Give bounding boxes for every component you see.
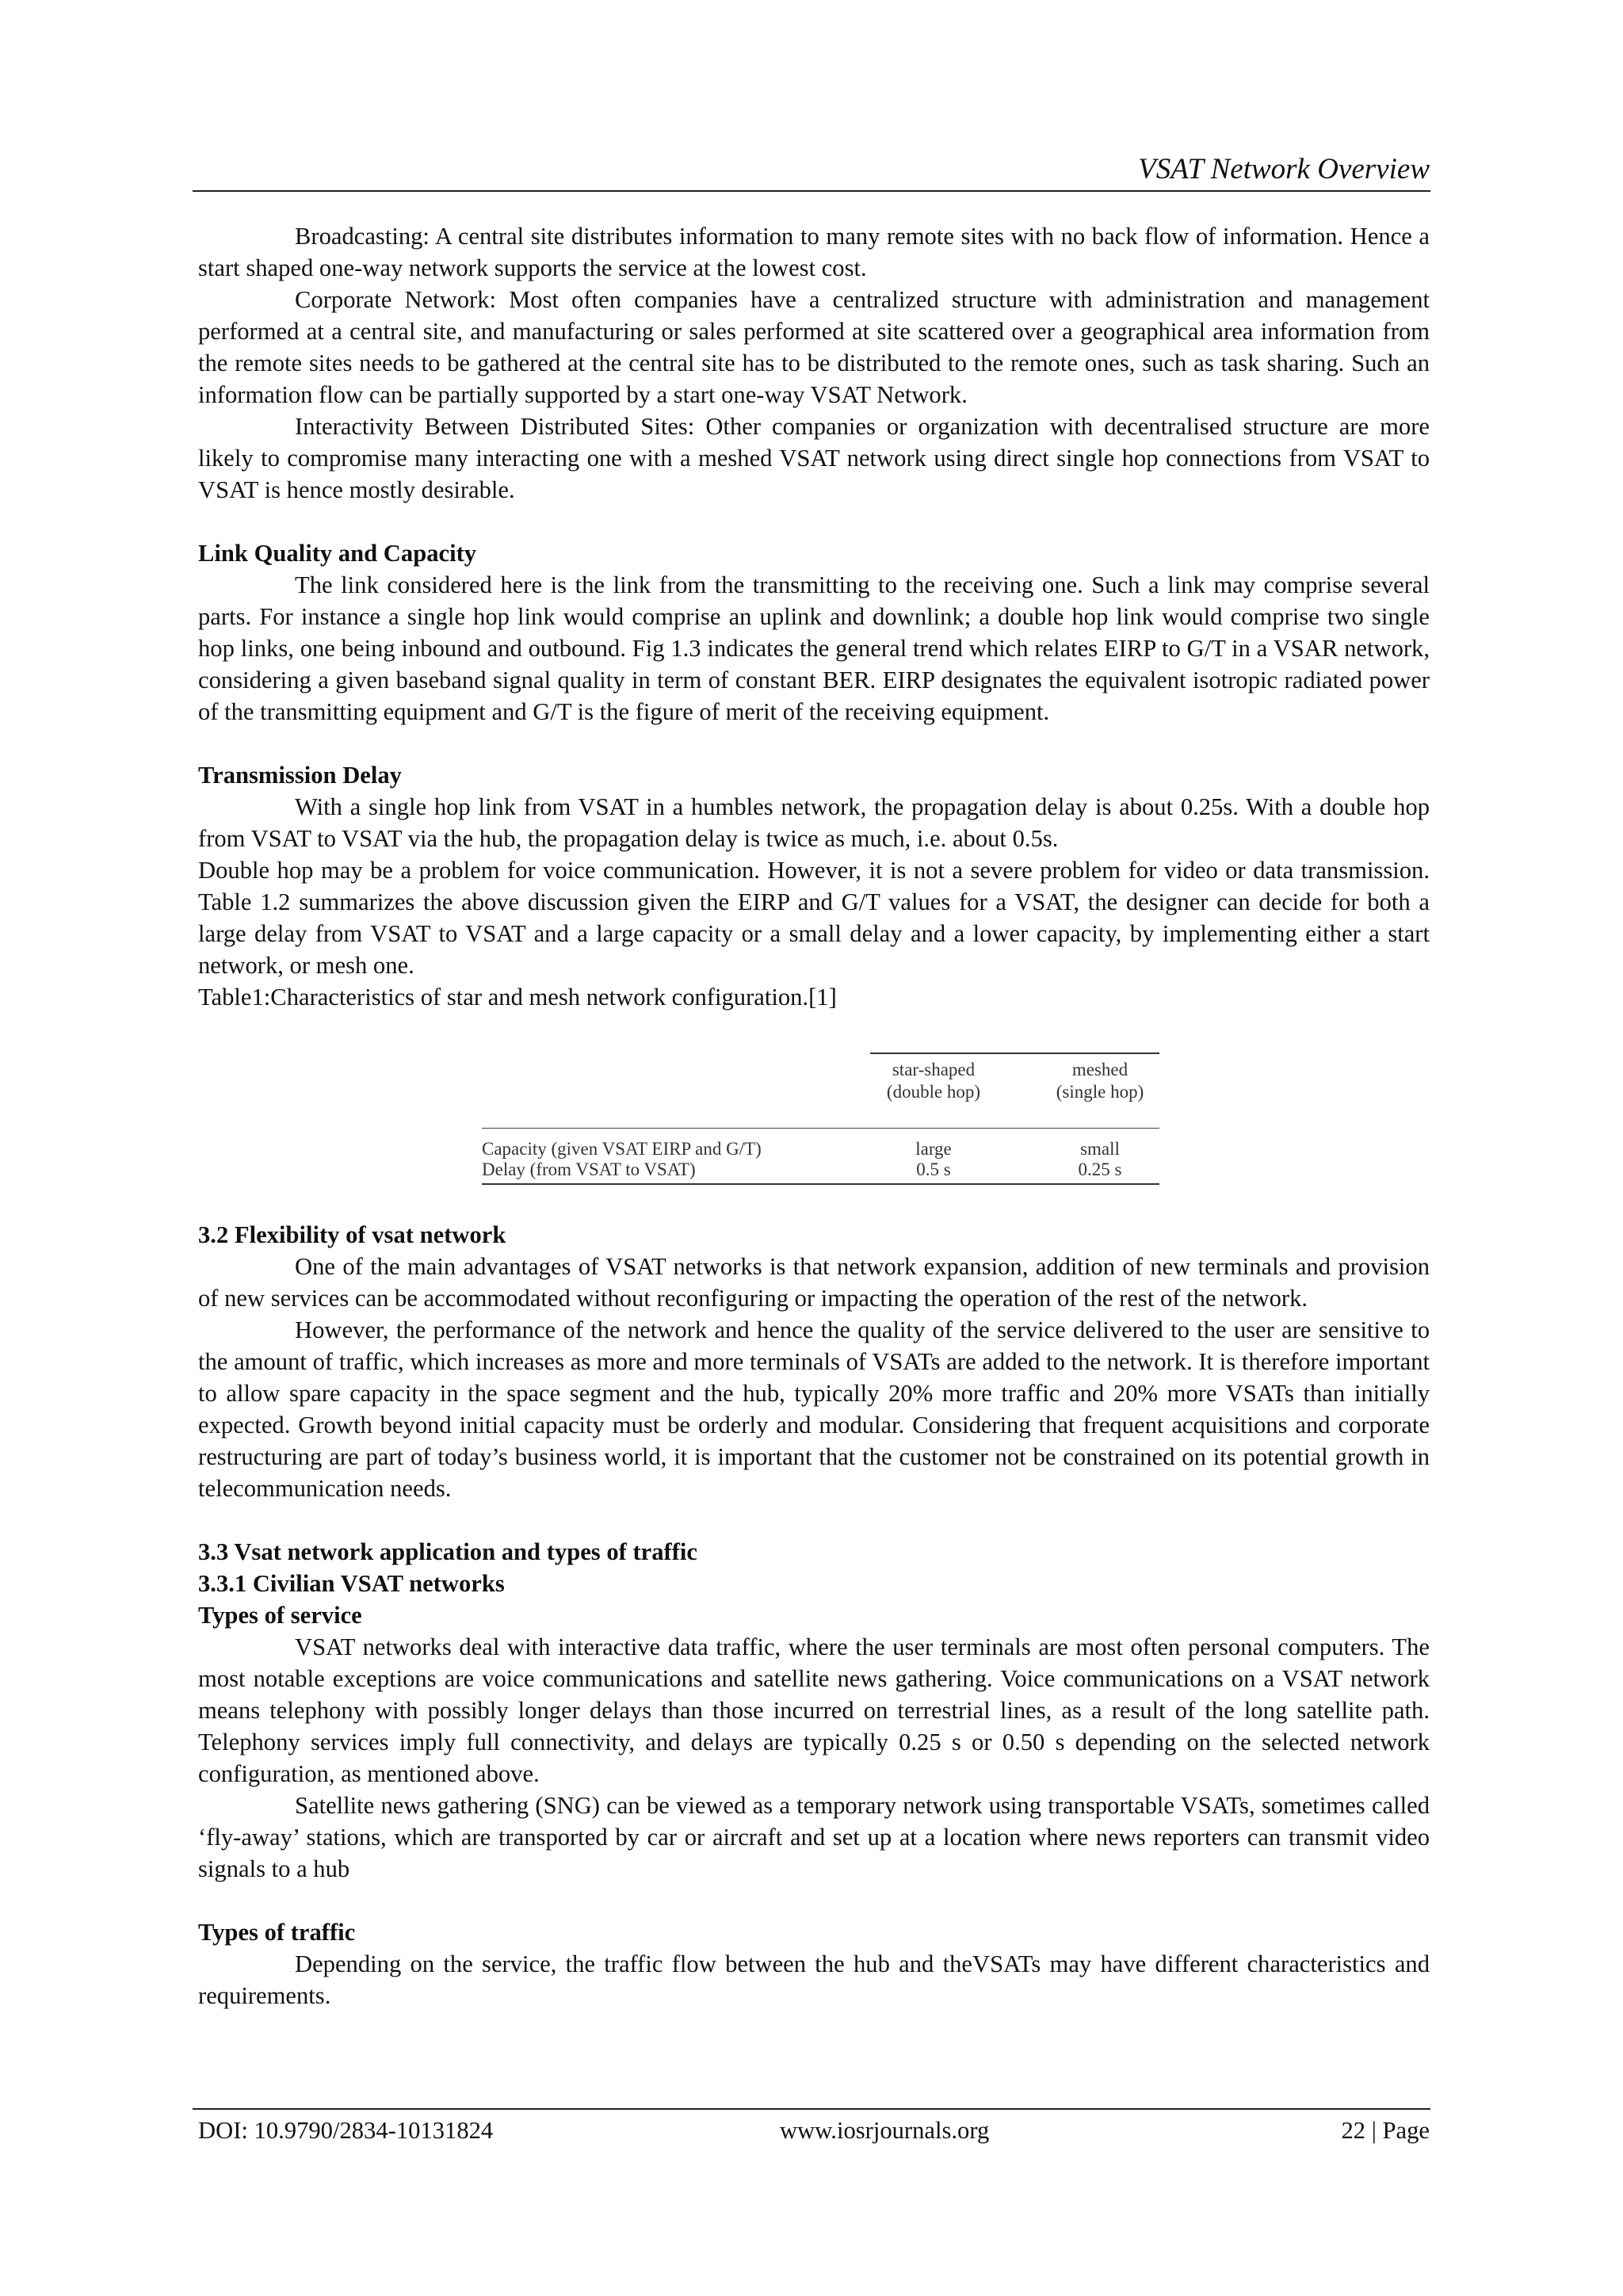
header-rule — [193, 190, 1430, 192]
paragraph-service-2: Satellite news gathering (SNG) can be viewed as a temporary network using transportable VSATs, sometimes called ‘fly-away’ stations, which are transported by car or aircraft and set up at a location where news reporters can transmit video signals to a hub — [198, 1792, 1430, 1882]
table-row-delay-label: Delay (from VSAT to VSAT) — [482, 1159, 696, 1179]
table-mid-rule — [482, 1128, 1159, 1129]
paragraph-delay-1: With a single hop link from VSAT in a humbles network, the propagation delay is about 0.25s. With a double hop from VSAT to VSAT via the hub, the propagation delay is twice as much, i.e. about 0.5s. — [198, 793, 1430, 852]
heading-transmission-delay: Transmission Delay — [198, 762, 402, 789]
heading-types-of-service: Types of service — [198, 1602, 362, 1629]
table-header-star-line1: star-shaped — [892, 1060, 976, 1079]
paragraph-delay-2: Double hop may be a problem for voice communication. However, it is not a severe problem for video or data transmission. Table 1.2 summarizes the above discussion given the EIRP and G/T values for a VSAT, the designer can decide for both a large delay from VSAT to VSAT and a large capacity or a small delay and a lower capacity, by implementing either a start network, or mesh one. — [198, 857, 1430, 979]
heading-applications: 3.3 Vsat network application and types of traffic — [198, 1538, 697, 1565]
table-row-capacity-label: Capacity (given VSAT EIRP and G/T) — [482, 1139, 762, 1159]
table-header-mesh — [1037, 1059, 1163, 1103]
paragraph-interactivity: Interactivity Between Distributed Sites: Other companies or organization with decentralised structure are more likely to compromise many interacting one with a meshed VSAT network using direct single hop connections from VSAT to VSAT is hence mostly desirable. — [198, 413, 1430, 503]
heading-link-quality: Link Quality and Capacity — [198, 540, 477, 567]
heading-flexibility: 3.2 Flexibility of vsat network — [198, 1221, 506, 1248]
network-characteristics-table — [482, 1052, 1159, 1187]
paragraph-flexibility-1: One of the main advantages of VSAT networks is that network expansion, addition of new terminals and provision of new services can be accommodated without reconfiguring or impacting the operation of the rest of the network. — [198, 1253, 1430, 1312]
table-row-delay-mesh: 0.25 s — [1078, 1159, 1122, 1179]
table-header-star — [870, 1059, 997, 1103]
table-header-star-line2: (double hop) — [886, 1082, 981, 1102]
heading-types-of-traffic: Types of traffic — [198, 1919, 356, 1946]
table-bottom-rule — [482, 1183, 1159, 1185]
table-row-delay-star: 0.5 s — [916, 1159, 951, 1179]
table-caption: Table1:Characteristics of star and mesh network configuration.[1] — [198, 984, 837, 1010]
table-row-capacity-star: large — [915, 1139, 952, 1159]
footer-page-number: 22 | Page — [1341, 2117, 1430, 2144]
table-header-mesh-line1: meshed — [1071, 1060, 1128, 1079]
footer-rule — [193, 2108, 1430, 2110]
paragraph-traffic: Depending on the service, the traffic flow between the hub and theVSATs may have different characteristics and requirements. — [198, 1950, 1430, 2009]
paragraph-link-quality: The link considered here is the link from the transmitting to the receiving one. Such a link may comprise several parts. For instance a single hop link would comprise an uplink and downlink; a double hop link would comprise two single hop links, one being inbound and outbound. Fig 1.3 indicates the general trend which relates EIRP to G/T in a VSAR network, considering a given baseband signal quality in term of constant BER. EIRP designates the equivalent isotropic radiated power of the transmitting equipment and G/T is the figure of merit of the receiving equipment. — [198, 571, 1430, 725]
footer-doi: DOI: 10.9790/2834-10131824 — [198, 2117, 494, 2144]
paragraph-broadcasting: Broadcasting: A central site distributes information to many remote sites with no back flow of information. Hence a start shaped one-way network supports the service at the lowest cost. — [198, 223, 1430, 281]
paragraph-flexibility-2: However, the performance of the network and hence the quality of the service delivered to the user are sensitive to the amount of traffic, which increases as more and more terminals of VSATs are added to the network. It is therefore important to allow spare capacity in the space segment and the hub, typically 20% more traffic and 20% more VSATs than initially expected. Growth beyond initial capacity must be orderly and modular. Considering that frequent acquisitions and corporate restructuring are part of today’s business world, it is important that the customer not be constrained on its potential growth in telecommunication needs. — [198, 1316, 1430, 1502]
heading-civilian-networks: 3.3.1 Civilian VSAT networks — [198, 1570, 505, 1597]
paragraph-corporate-network: Corporate Network: Most often companies have a centralized structure with administration and management performed at a central site, and manufacturing or sales performed at site scattered over a geographical area information from the remote sites needs to be gathered at the central site has to be distributed to the remote ones, such as task sharing. Such an information flow can be partially supported by a start one-way VSAT Network. — [198, 286, 1430, 408]
running-header-title: VSAT Network Overview — [1138, 153, 1430, 185]
footer-website-link[interactable]: www.iosrjournals.org — [780, 2117, 990, 2144]
paragraph-service-1: VSAT networks deal with interactive data traffic, where the user terminals are most often personal computers. The most notable exceptions are voice communications and satellite news gathering. Voice communications on a VSAT network means telephony with possibly longer delays than those incurred on terrestrial lines, as a result of the long satellite path. Telephony services imply full connectivity, and delays are typically 0.25 s or 0.50 s depending on the selected network configuration, as mentioned above. — [198, 1633, 1430, 1787]
main-content — [198, 220, 1430, 2011]
table-header-mesh-line2: (single hop) — [1056, 1082, 1144, 1102]
table-top-rule — [870, 1052, 1159, 1054]
table-row-capacity-mesh: small — [1080, 1139, 1120, 1159]
